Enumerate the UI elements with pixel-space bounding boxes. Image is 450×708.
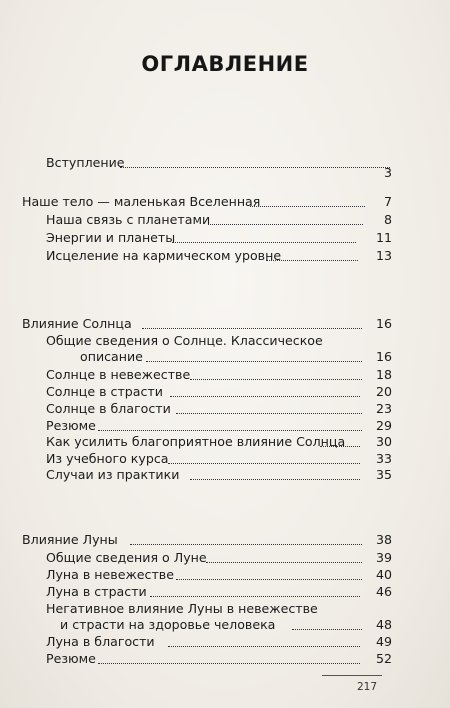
toc-entry-label: Из учебного курса bbox=[46, 451, 169, 466]
footer-rule bbox=[322, 675, 382, 676]
toc-entry-label: Случаи из практики bbox=[46, 467, 180, 482]
toc-entry-label: Влияние Солнца bbox=[22, 316, 132, 331]
toc-entry-page: 35 bbox=[375, 467, 392, 482]
toc-entry-page: 48 bbox=[375, 617, 392, 632]
toc-entry-label: Солнце в страсти bbox=[46, 384, 163, 399]
leader-dots bbox=[168, 462, 360, 464]
toc-entry-label: Луна в невежестве bbox=[46, 567, 174, 582]
toc-entry-label: Вступление bbox=[46, 155, 125, 170]
page-title: ОГЛАВЛЕНИЕ bbox=[141, 52, 309, 76]
leader-dots bbox=[320, 445, 360, 447]
leader-dots bbox=[190, 378, 362, 380]
leader-dots bbox=[130, 543, 362, 545]
toc-entry-page: 52 bbox=[375, 651, 392, 666]
toc-entry-label: описание bbox=[80, 349, 143, 364]
toc-entry-page: 16 bbox=[375, 349, 392, 364]
toc-entry-label: Солнце в благости bbox=[46, 401, 171, 416]
toc-entry-page: 3 bbox=[383, 165, 392, 180]
toc-entry-label: Резюме bbox=[46, 651, 96, 666]
leader-dots bbox=[98, 429, 362, 431]
toc-entry-page: 40 bbox=[375, 567, 392, 582]
leader-dots bbox=[266, 259, 358, 261]
toc-entry-label: Влияние Луны bbox=[22, 532, 118, 547]
toc-entry-label: Общие сведения о Солнце. Классическое bbox=[46, 333, 323, 348]
toc-entry-label: Исцеление на кармическом уровне bbox=[46, 248, 282, 263]
toc-entry-label: Резюме bbox=[46, 418, 96, 433]
leader-dots bbox=[190, 478, 360, 480]
toc-entry-label: Наше тело — маленькая Вселенная bbox=[22, 194, 261, 209]
leader-dots bbox=[176, 412, 362, 414]
toc-entry-label: Луна в благости bbox=[46, 634, 155, 649]
leader-dots bbox=[208, 223, 363, 225]
toc-entry-label: Наша связь с планетами bbox=[46, 212, 211, 227]
toc-entry-page: 49 bbox=[375, 634, 392, 649]
toc-entry-page: 16 bbox=[375, 316, 392, 331]
toc-entry-page: 46 bbox=[375, 584, 392, 599]
toc-entry-page: 29 bbox=[375, 418, 392, 433]
leader-dots bbox=[142, 327, 362, 329]
leader-dots bbox=[176, 578, 362, 580]
leader-dots bbox=[250, 205, 365, 207]
leader-dots bbox=[150, 595, 360, 597]
page-number: 217 bbox=[357, 681, 378, 693]
leader-dots bbox=[146, 360, 362, 362]
toc-entry-label: Солнце в невежестве bbox=[46, 367, 191, 382]
leader-dots bbox=[170, 395, 360, 397]
toc-entry-label: Энергии и планеты bbox=[46, 230, 176, 245]
toc-entry-page: 30 bbox=[375, 434, 392, 449]
toc-entry-label: Негативное влияние Луны в невежестве bbox=[46, 601, 318, 616]
toc-entry-page: 18 bbox=[375, 367, 392, 382]
toc-entry-page: 33 bbox=[375, 451, 392, 466]
toc-entry-page: 8 bbox=[383, 212, 392, 227]
toc-entry-page: 7 bbox=[383, 194, 392, 209]
leader-dots bbox=[292, 628, 362, 630]
leader-dots bbox=[172, 241, 356, 243]
leader-dots bbox=[120, 166, 390, 168]
toc-entry-page: 20 bbox=[375, 384, 392, 399]
toc-entry-label: Общие сведения о Луне bbox=[46, 550, 207, 565]
toc-entry-label: и страсти на здоровье человека bbox=[60, 617, 276, 632]
toc-entry-page: 38 bbox=[375, 532, 392, 547]
toc-entry-label: Как усилить благоприятное влияние Солнца bbox=[46, 434, 346, 449]
toc-entry-page: 11 bbox=[375, 230, 392, 245]
toc-entry-page: 23 bbox=[375, 401, 392, 416]
leader-dots bbox=[206, 561, 362, 563]
toc-entry-page: 39 bbox=[375, 550, 392, 565]
leader-dots bbox=[168, 645, 360, 647]
toc-entry-page: 13 bbox=[375, 248, 392, 263]
leader-dots bbox=[98, 662, 360, 664]
toc-entry-label: Луна в страсти bbox=[46, 584, 147, 599]
